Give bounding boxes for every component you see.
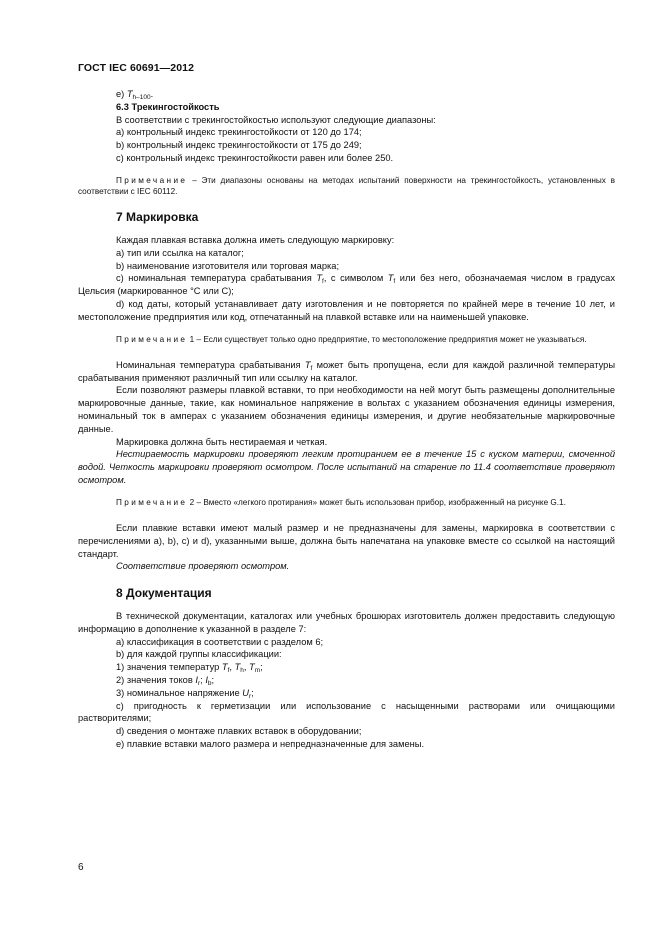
paragraph: В технической документации, каталогах или учебных брошюрах изготовитель должен предоставить следующую информацию в дополнение к указанной в разделе 7: <box>78 610 615 634</box>
list-item: e) плавкие вставки малого размера и непредназначенные для замены. <box>116 738 425 749</box>
list-item: b) наименование изготовителя или торговая марка; <box>116 260 340 271</box>
note-2: Примечание 2 – Вместо «легкого протирания» может быть использован прибор, изображенный на рисунке G.1. <box>116 497 566 507</box>
paragraph: Каждая плавкая вставка должна иметь следующую маркировку: <box>116 234 395 245</box>
list-item: a) контрольный индекс трекингостойкости от 120 до 174; <box>116 127 362 138</box>
list-item: b) для каждой группы классификации: <box>116 649 282 660</box>
list-item: a) классификация в соответствии с разделом 6; <box>116 636 324 647</box>
list-item-e: e) $T_{h-100}$. <box>116 89 154 101</box>
page-number: 6 <box>78 862 84 873</box>
paragraph: Если позволяют размеры плавкой вставки, то при необходимости на ней могут быть размещены дополнительные маркировочные данные, такие, как номинальное напряжение в вольтах с указанием обозначения единицы измерения, номинальный ток в амперах с указанием обозначения единицы измерения, и другие необязательные маркировочные данные. <box>78 385 615 434</box>
list-item: c) пригодность к герметизации или использование с насыщенными растворами или очищающими растворителями; <box>78 700 615 724</box>
paragraph-compliance: Соответствие проверяют осмотром. <box>116 561 290 572</box>
paragraph-test-method: Нестираемость маркировки проверяют легким протиранием ее в течение 15 с куском материи, смоченной водой. Четкость маркировки проверяют осмотром. После испытаний на старение по 11.4 соответствие проверяют осмотром. <box>78 449 615 485</box>
section-title-8: 8 Документация <box>116 586 212 601</box>
section-title-7: 7 Маркировка <box>116 210 199 225</box>
note-1: Примечание 1 – Если существует только одно предприятие, то местоположение предприятия может не указываться. <box>116 334 587 344</box>
paragraph: Если плавкие вставки имеют малый размер и не предназначены для замены, маркировка в соответствии с перечислениями a), b), c) и d), указанными выше, должна быть напечатана на упаковке вместе со ссылкой на настоящий стандарт. <box>78 522 615 559</box>
note: Примечание – Эти диапазоны основаны на методах испытаний поверхности на трекингостойкость, установленных в соответствии с IEC 60112. <box>78 175 615 196</box>
list-item: c) номинальная температура срабатывания $T_f$, с символом $T_f$ или без него, обозначаемая числом в градусах Цельсия (маркированное °C или C); <box>78 273 615 297</box>
paragraph: Номинальная температура срабатывания $T_f$ может быть пропущена, если для каждой различной температуры срабатывания применяют различный тип или ссылку на каталог. <box>78 359 615 383</box>
list-item: d) сведения о монтаже плавких вставок в оборудовании; <box>116 726 362 737</box>
list-item: 3) номинальное напряжение $U_r$; <box>116 687 254 700</box>
paragraph: В соответствии с трекингостойкостью используют следующие диапазоны: <box>116 114 436 125</box>
subsection-title-6-3: 6.3 Трекингостойкость <box>116 101 220 112</box>
page-content <box>78 88 615 751</box>
running-header: ГОСТ IEC 60691—2012 <box>78 62 195 74</box>
list-item: b) контрольный индекс трекингостойкости от 175 до 249; <box>116 140 362 151</box>
list-item: 2) значения токов $I_r$; $I_b$; <box>116 674 215 687</box>
paragraph: Маркировка должна быть нестираемая и четкая. <box>116 436 328 447</box>
list-item: d) код даты, который устанавливает дату изготовления и не повторяется по крайней мере в течение 10 лет, и местоположение предприятия или код, отпечатанный на плавкой вставке или на наименьшей упаковке. <box>78 298 615 322</box>
list-item: 1) значения температур $T_f$, $T_h$, $T_m$; <box>116 662 263 675</box>
list-item: c) контрольный индекс трекингостойкости равен или более 250. <box>116 152 394 163</box>
list-item: a) тип или ссылка на каталог; <box>116 247 244 258</box>
